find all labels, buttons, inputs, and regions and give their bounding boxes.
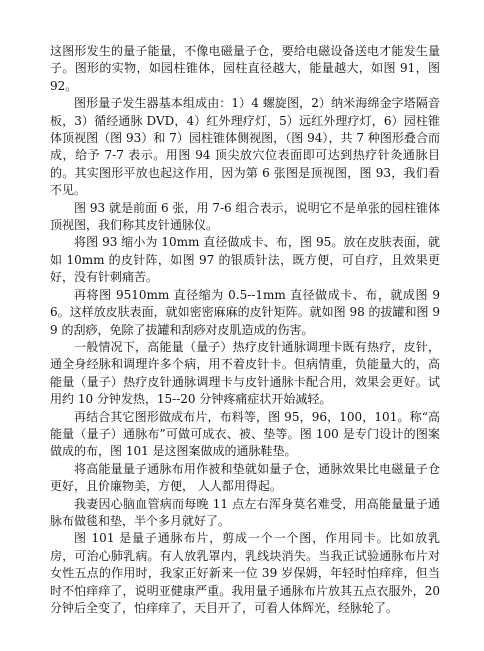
- paragraph: 将高能量量子通脉布用作被和垫就如量子仓，通脉效果比电磁量子仓更好，且价廉物美，方便， 人人都用得起。: [50, 461, 440, 494]
- paragraph: 将图 93 缩小为 10mm 直径做成卡、布，图 95。放在皮肤表面，就如 10mm 的皮针阵，如图 97 的银质针法，既方便，可自疗，且效果更好，没有针刺痛苦。: [50, 235, 440, 285]
- paragraph: 图形量子发生器基本组成由：1）4 螺旋图，2）纳米海绵金字塔隔音板，3）循经通脉 DVD，4）红外理疗灯，5）远红外理疗灯，6）园柱锥体顶视图（图 93）和 7）园柱锥体侧视图，（图 94），共 7 种图形叠合而成，给予 7-7 表示。用图 94 顶尖放穴位表面即可达到热疗针灸通脉目的。其实图形平放也起这作用，因为第 6 张图是顶视图，图 93，我们看不见。: [50, 96, 440, 198]
- document-page: [50, 43, 440, 617]
- paragraph: 再将图 9510mm 直径缩为 0.5--1mm 直径做成卡、布，就成图 96。这样放皮肤表面，就如密密麻麻的皮针矩阵。就如图 98 的拔罐和图 99 的刮痧，免除了拔罐和刮痧对皮肌造成的伤害。: [50, 287, 440, 337]
- paragraph: 我妻因心脑血管病而每晚 11 点左右浑身莫名难受，用高能量量子通脉布做毯和垫，半个多月就好了。: [50, 496, 440, 528]
- paragraph: 这图形发生的量子能量，不像电磁量子仓，要给电磁设备送电才能发生量子。图形的实物，如园柱锥体，园柱直径越大，能量越大，如图 91，图 92。: [50, 44, 440, 93]
- paragraph: 图 93 就是前面 6 张，用 7-6 组合表示，说明它不是单张的园柱锥体顶视图，我们称其皮针通脉仪。: [50, 200, 440, 233]
- paragraph: 再结合其它图形做成布片，布料等，图 95，96，100，101。称“高能量（量子）通脉布”可做可成衣、被、垫等。图 100 是专门设计的图案做成的布，图 101 是这图案做成的通脉鞋垫。: [50, 409, 440, 459]
- paragraph: 图 101 是量子通脉布片，剪成一个一个图，作用同卡。比如放乳房，可治心肺乳病。有人放乳罩内，乳线块消失。当我正试验通脉布片对女性五点的作用时，我家正好新来一位 39 岁保姆，年轻时怕痒痒，但当时不怕痒痒了，说明亚健康严重。我用量子通脉布片放其五点衣服外，20 分钟后全变了，怕痒痒了，天目开了，可看人体辉光，经脉轮了。: [50, 531, 440, 615]
- paragraph: 一般情况下，高能量（量子）热疗皮针通脉调理卡既有热疗，皮针，通全身经脉和调理许多个病，用不着皮针卡。但病情重，负能量大的，高能量（量子）热疗皮针通脉调理卡与皮针通脉卡配合用，效果会更好。试用约 10 分钟发热，15--20 分钟疼痛症状开始减轻。: [50, 339, 440, 407]
